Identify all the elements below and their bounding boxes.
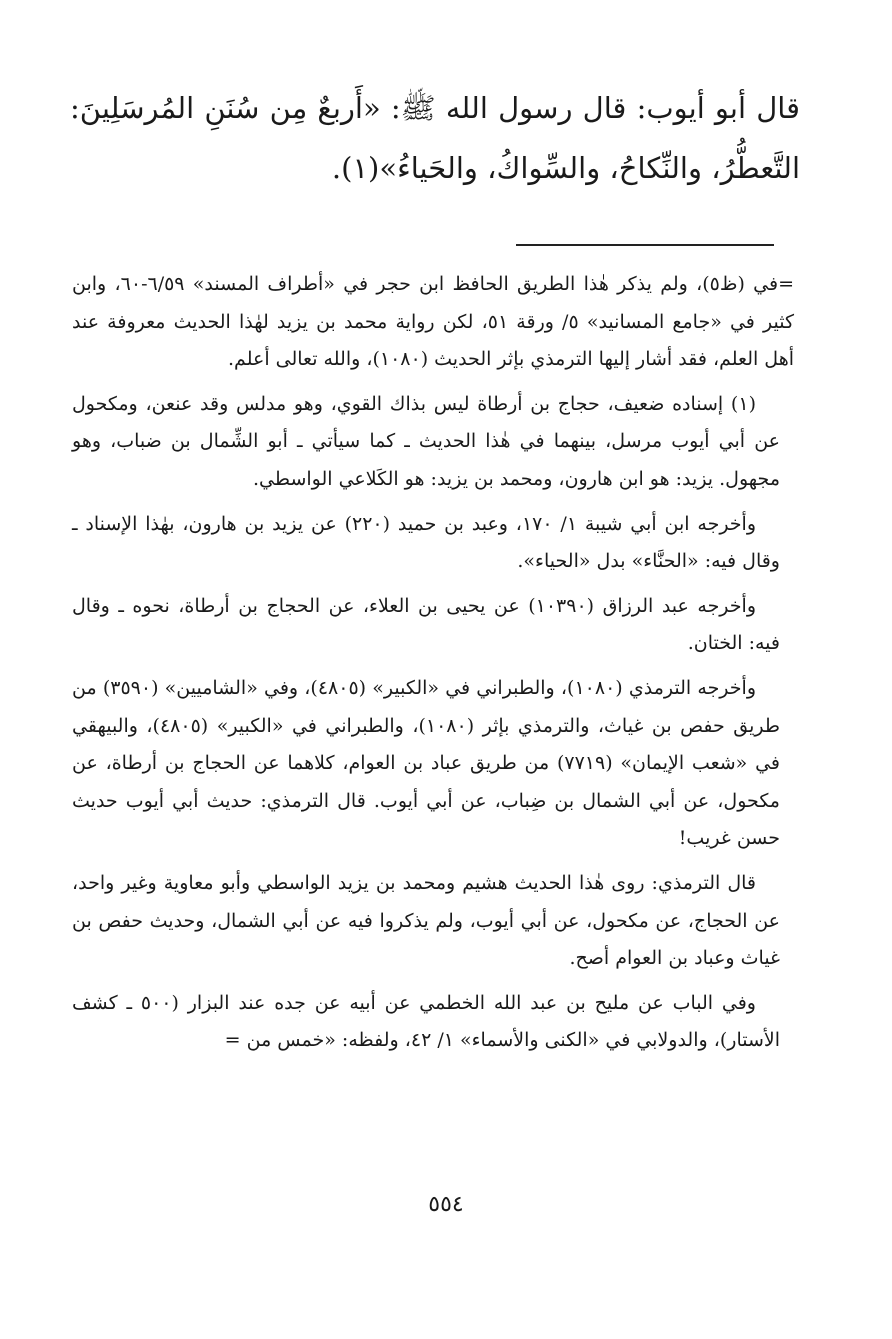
footnote-paragraph: قال الترمذي: روى هٰذا الحديث هشيم ومحمد بن يزيد الواسطي وأبو معاوية وغير واحد، عن الحجاج، عن مكحول، عن أبي أيوب، ولم يذكروا فيه عن أبي الشمال، وحديث حفص بن غياث وعباد بن العوام أصح. xyxy=(72,871,780,970)
page-number: ٥٥٤ xyxy=(428,1192,464,1217)
footnote-1: (١) إسناده ضعيف، حجاج بن أرطاة ليس بذاك القوي، وهو مدلس وقد عنعن، ومكحول عن أبي أيوب مرسل، بينهما في هٰذا الحديث ـ كما سيأتي ـ أبو الشِّمال بن ضباب، وهو مجهول. يزيد: هو ابن هارون، ومحمد بن يزيد: هو الكَلاعي الواسطي. xyxy=(72,392,780,490)
main-text xyxy=(70,78,800,198)
footnote-paragraph: وأخرجه عبد الرزاق (١٠٣٩٠) عن يحيى بن العلاء، عن الحجاج بن أرطاة، نحوه ـ وقال فيه: الختان. xyxy=(72,594,780,655)
footnotes xyxy=(72,266,795,1067)
footnote-paragraph: وأخرجه ابن أبي شيبة ١/ ١٧٠، وعبد بن حميد (٢٢٠) عن يزيد بن هارون، بهٰذا الإسناد ـ وقال فيه: «الحنَّاء» بدل «الحياء». xyxy=(72,512,780,573)
footnote-paragraph: وفي الباب عن مليح بن عبد الله الخطمي عن أبيه عن جده عند البزار (٥٠٠ ـ كشف الأستار)، والدولابي في «الكنى والأسماء» ١/ ٤٢، ولفظه: «خمس من = xyxy=(72,991,780,1052)
hadith-text: قال أبو أيوب: قال رسول الله ﷺ: «أَربعٌ مِن سُنَنِ المُرسَلِينَ: التَّعطُّرُ، والنِّكاحُ، والسِّواكُ، والحَياءُ»(١). xyxy=(70,91,800,185)
footnote-paragraph: وأخرجه الترمذي (١٠٨٠)، والطبراني في «الكبير» (٤٨٠٥)، وفي «الشاميين» (٣٥٩٠) من طريق حفص بن غياث، والترمذي بإثر (١٠٨٠)، والطبراني في «الكبير» (٤٨٠٥)، والبيهقي في «شعب الإيمان» (٧٧١٩) من طريق عباد بن العوام، كلاهما عن الحجاج بن أرطاة، عن مكحول، عن أبي الشمال بن ضِباب، عن أبي أيوب. قال الترمذي: حديث أبي أيوب حديث حسن غريب! xyxy=(72,676,780,850)
footnote-continuation: =في (ظ٥)، ولم يذكر هٰذا الطريق الحافظ ابن حجر في «أطراف المسند» ٦/٥٩-٦٠، وابن كثير في «جامع المسانيد» ٥/ ورقة ٥١، لكن رواية محمد بن يزيد لهٰذا الحديث معروفة عند أهل العلم، فقد أشار إليها الترمذي بإثر الحديث (١٠٨٠)، والله تعالى أعلم. xyxy=(72,273,795,371)
footnote-separator xyxy=(516,244,774,246)
